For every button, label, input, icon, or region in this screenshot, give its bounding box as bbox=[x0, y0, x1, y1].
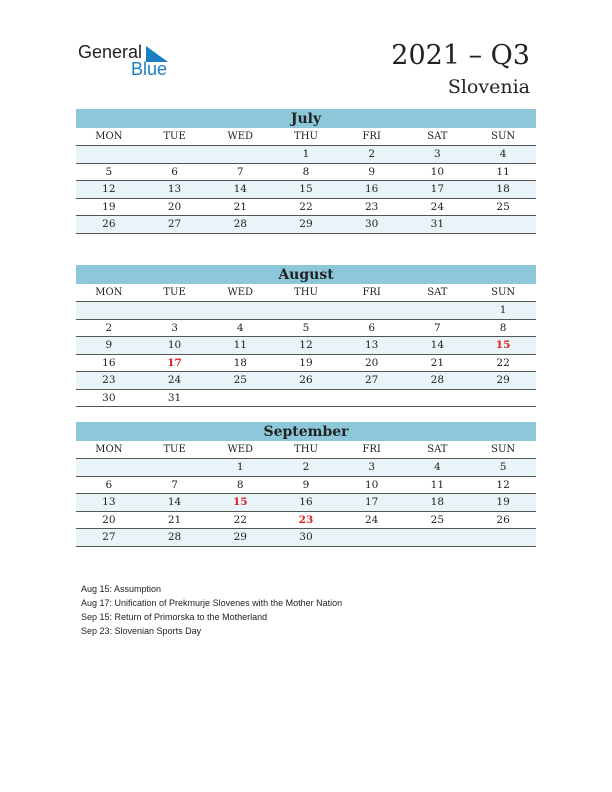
day-cell: 4 bbox=[470, 146, 536, 164]
day-cell: 6 bbox=[142, 163, 208, 181]
weekday-header: SAT bbox=[405, 128, 471, 146]
day-cell: 9 bbox=[76, 337, 142, 355]
day-cell: 28 bbox=[142, 529, 208, 547]
month-header: August bbox=[76, 265, 536, 284]
day-cell: 18 bbox=[470, 181, 536, 199]
day-cell: 12 bbox=[470, 476, 536, 494]
day-cell: 26 bbox=[470, 511, 536, 529]
week-row bbox=[76, 302, 536, 320]
weekday-header: WED bbox=[207, 284, 273, 302]
day-cell: 15 bbox=[273, 181, 339, 199]
week-row bbox=[76, 372, 536, 390]
day-cell: 20 bbox=[76, 511, 142, 529]
logo-blue-text: Blue bbox=[131, 59, 168, 79]
weekday-header: MON bbox=[76, 441, 142, 459]
day-cell: 26 bbox=[273, 372, 339, 390]
day-cell bbox=[405, 529, 471, 547]
day-cell: 28 bbox=[405, 372, 471, 390]
day-cell: 19 bbox=[76, 198, 142, 216]
day-cell: 7 bbox=[207, 163, 273, 181]
day-cell: 16 bbox=[339, 181, 405, 199]
day-cell: 4 bbox=[207, 319, 273, 337]
day-cell: 1 bbox=[207, 459, 273, 477]
day-cell: 5 bbox=[76, 163, 142, 181]
country-name: Slovenia bbox=[447, 76, 530, 98]
day-cell: 9 bbox=[273, 476, 339, 494]
day-cell bbox=[339, 529, 405, 547]
day-cell bbox=[470, 389, 536, 407]
day-cell: 2 bbox=[339, 146, 405, 164]
month-august bbox=[76, 265, 536, 407]
day-cell: 20 bbox=[142, 198, 208, 216]
day-cell: 6 bbox=[76, 476, 142, 494]
day-cell bbox=[470, 216, 536, 234]
day-cell bbox=[142, 302, 208, 320]
weekday-header: FRI bbox=[339, 284, 405, 302]
day-cell bbox=[76, 302, 142, 320]
month-header: September bbox=[76, 422, 536, 441]
weekday-header: SAT bbox=[405, 441, 471, 459]
day-cell: 1 bbox=[273, 146, 339, 164]
day-cell bbox=[142, 459, 208, 477]
day-cell: 31 bbox=[142, 389, 208, 407]
day-cell: 14 bbox=[405, 337, 471, 355]
day-cell: 19 bbox=[470, 494, 536, 512]
day-cell bbox=[339, 389, 405, 407]
day-cell: 8 bbox=[207, 476, 273, 494]
day-cell: 11 bbox=[207, 337, 273, 355]
day-cell: 7 bbox=[405, 319, 471, 337]
week-row bbox=[76, 494, 536, 512]
day-cell: 3 bbox=[339, 459, 405, 477]
day-cell: 27 bbox=[142, 216, 208, 234]
holiday-notes bbox=[81, 582, 342, 638]
day-cell: 21 bbox=[405, 354, 471, 372]
day-cell: 22 bbox=[273, 198, 339, 216]
day-cell: 10 bbox=[142, 337, 208, 355]
day-cell: 23 bbox=[339, 198, 405, 216]
week-row bbox=[76, 163, 536, 181]
day-cell: 5 bbox=[470, 459, 536, 477]
weekday-header: WED bbox=[207, 128, 273, 146]
month-header: July bbox=[76, 109, 536, 128]
day-cell: 23 bbox=[273, 511, 339, 529]
day-cell: 30 bbox=[339, 216, 405, 234]
holiday-note: Sep 23: Slovenian Sports Day bbox=[81, 626, 202, 636]
day-cell: 21 bbox=[207, 198, 273, 216]
day-cell: 24 bbox=[339, 511, 405, 529]
day-cell bbox=[207, 389, 273, 407]
day-cell: 24 bbox=[405, 198, 471, 216]
day-cell: 29 bbox=[470, 372, 536, 390]
day-cell: 8 bbox=[470, 319, 536, 337]
logo-general-text: General bbox=[78, 42, 143, 62]
day-cell: 14 bbox=[142, 494, 208, 512]
weekday-header: MON bbox=[76, 284, 142, 302]
day-cell: 22 bbox=[207, 511, 273, 529]
day-cell: 24 bbox=[142, 372, 208, 390]
day-cell: 13 bbox=[76, 494, 142, 512]
day-cell: 14 bbox=[207, 181, 273, 199]
week-row bbox=[76, 476, 536, 494]
day-cell bbox=[207, 146, 273, 164]
week-row bbox=[76, 511, 536, 529]
day-cell: 3 bbox=[405, 146, 471, 164]
holiday-note: Sep 15: Return of Primorska to the Motherland bbox=[81, 612, 268, 622]
day-cell: 17 bbox=[142, 354, 208, 372]
day-cell bbox=[405, 302, 471, 320]
day-cell: 22 bbox=[470, 354, 536, 372]
day-cell: 18 bbox=[207, 354, 273, 372]
weekday-header: THU bbox=[273, 128, 339, 146]
week-row bbox=[76, 529, 536, 547]
weekday-header: TUE bbox=[142, 441, 208, 459]
day-cell: 28 bbox=[207, 216, 273, 234]
day-cell bbox=[273, 302, 339, 320]
holiday-note: Aug 15: Assumption bbox=[81, 584, 162, 594]
day-cell: 25 bbox=[405, 511, 471, 529]
weekday-header: THU bbox=[273, 284, 339, 302]
page-title: 2021 – Q3 bbox=[391, 40, 530, 71]
weekday-header: FRI bbox=[339, 441, 405, 459]
day-cell: 19 bbox=[273, 354, 339, 372]
weekday-header: SUN bbox=[470, 441, 536, 459]
weekday-header: FRI bbox=[339, 128, 405, 146]
day-cell: 21 bbox=[142, 511, 208, 529]
day-cell bbox=[207, 302, 273, 320]
week-row bbox=[76, 337, 536, 355]
day-cell: 29 bbox=[207, 529, 273, 547]
day-cell: 23 bbox=[76, 372, 142, 390]
day-cell: 3 bbox=[142, 319, 208, 337]
day-cell: 25 bbox=[207, 372, 273, 390]
day-cell: 27 bbox=[76, 529, 142, 547]
day-cell: 2 bbox=[273, 459, 339, 477]
month-september bbox=[76, 422, 536, 547]
weekday-header: WED bbox=[207, 441, 273, 459]
day-cell bbox=[76, 459, 142, 477]
weekday-header: THU bbox=[273, 441, 339, 459]
weekday-header: SUN bbox=[470, 284, 536, 302]
day-cell: 5 bbox=[273, 319, 339, 337]
day-cell: 1 bbox=[470, 302, 536, 320]
weekday-header: TUE bbox=[142, 284, 208, 302]
day-cell: 13 bbox=[142, 181, 208, 199]
day-cell: 17 bbox=[339, 494, 405, 512]
day-cell: 25 bbox=[470, 198, 536, 216]
day-cell: 12 bbox=[273, 337, 339, 355]
day-cell bbox=[273, 389, 339, 407]
day-cell: 6 bbox=[339, 319, 405, 337]
week-row bbox=[76, 389, 536, 407]
week-row bbox=[76, 146, 536, 164]
day-cell: 4 bbox=[405, 459, 471, 477]
weekday-header: SAT bbox=[405, 284, 471, 302]
day-cell: 11 bbox=[405, 476, 471, 494]
day-cell: 13 bbox=[339, 337, 405, 355]
day-cell: 16 bbox=[273, 494, 339, 512]
day-cell: 8 bbox=[273, 163, 339, 181]
week-row bbox=[76, 216, 536, 234]
calendar-grid bbox=[76, 284, 536, 407]
day-cell: 29 bbox=[273, 216, 339, 234]
day-cell: 9 bbox=[339, 163, 405, 181]
logo bbox=[78, 42, 178, 78]
day-cell: 16 bbox=[76, 354, 142, 372]
day-cell: 30 bbox=[273, 529, 339, 547]
week-row bbox=[76, 459, 536, 477]
week-row bbox=[76, 181, 536, 199]
day-cell: 10 bbox=[339, 476, 405, 494]
day-cell: 2 bbox=[76, 319, 142, 337]
day-cell: 7 bbox=[142, 476, 208, 494]
month-july bbox=[76, 109, 536, 234]
day-cell bbox=[470, 529, 536, 547]
weekday-header: TUE bbox=[142, 128, 208, 146]
day-cell: 27 bbox=[339, 372, 405, 390]
calendar-grid bbox=[76, 441, 536, 547]
day-cell: 15 bbox=[207, 494, 273, 512]
week-row bbox=[76, 198, 536, 216]
day-cell: 17 bbox=[405, 181, 471, 199]
day-cell: 15 bbox=[470, 337, 536, 355]
week-row bbox=[76, 354, 536, 372]
calendar-grid bbox=[76, 128, 536, 234]
day-cell: 30 bbox=[76, 389, 142, 407]
day-cell bbox=[76, 146, 142, 164]
day-cell: 31 bbox=[405, 216, 471, 234]
day-cell: 18 bbox=[405, 494, 471, 512]
day-cell bbox=[339, 302, 405, 320]
weekday-header: SUN bbox=[470, 128, 536, 146]
day-cell: 10 bbox=[405, 163, 471, 181]
holiday-note: Aug 17: Unification of Prekmurje Slovenes with the Mother Nation bbox=[81, 598, 343, 608]
day-cell: 26 bbox=[76, 216, 142, 234]
day-cell: 12 bbox=[76, 181, 142, 199]
day-cell bbox=[142, 146, 208, 164]
day-cell: 11 bbox=[470, 163, 536, 181]
day-cell: 20 bbox=[339, 354, 405, 372]
day-cell bbox=[405, 389, 471, 407]
week-row bbox=[76, 319, 536, 337]
weekday-header: MON bbox=[76, 128, 142, 146]
